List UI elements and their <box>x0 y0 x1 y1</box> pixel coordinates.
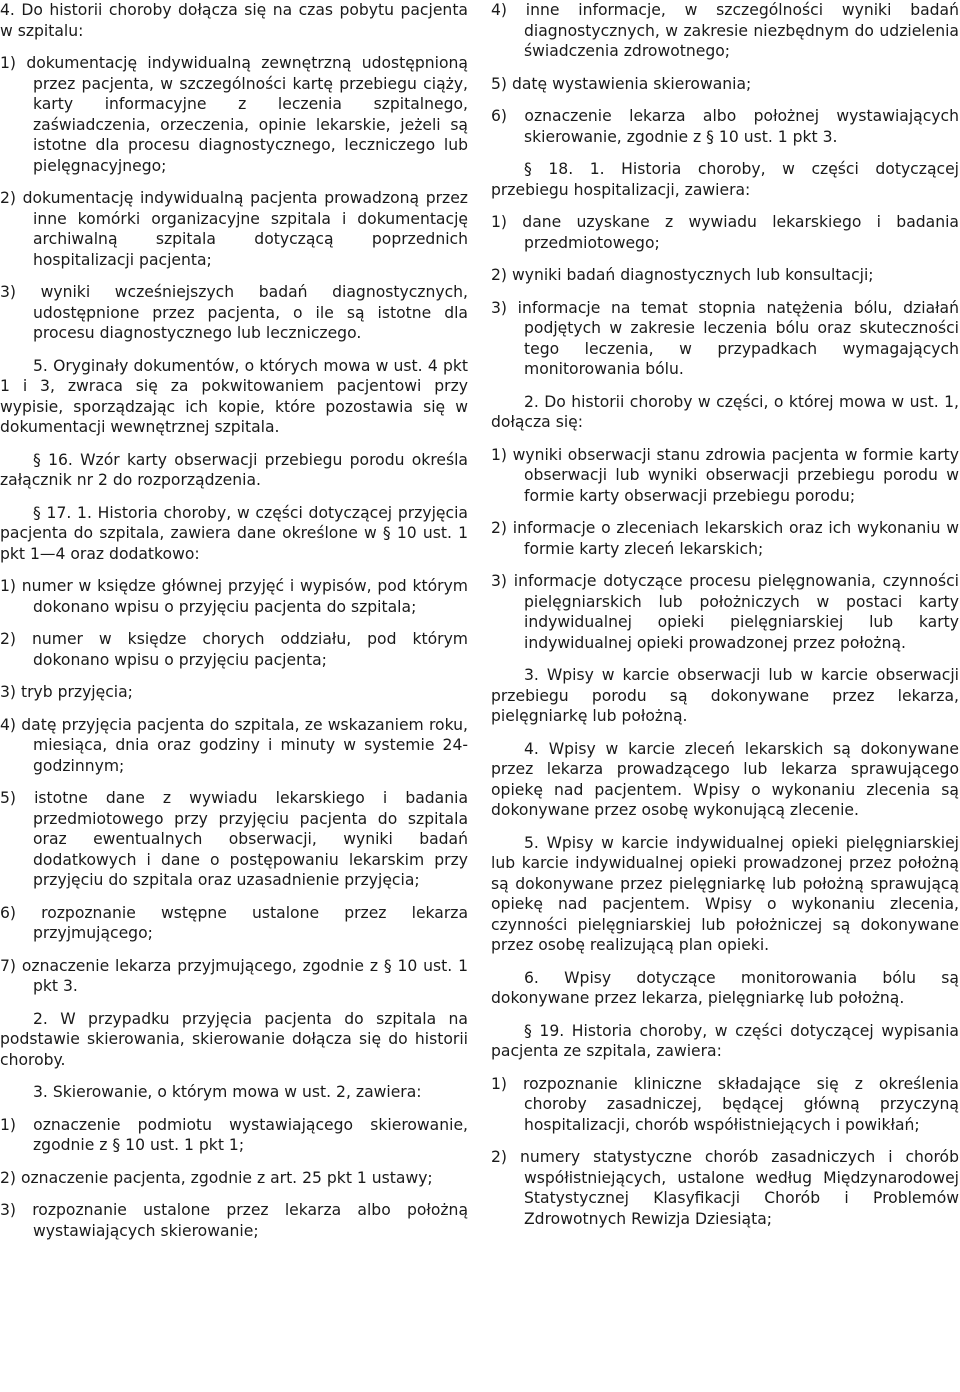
paragraph: 2. Do historii choroby w części, o której mowa w ust. 1, dołącza się: <box>491 392 959 431</box>
list-item: 2) oznaczenie pacjenta, zgodnie z art. 25 pkt 1 ustawy; <box>0 1168 433 1187</box>
list-item: 3) wyniki wcześniejszych badań diagnostycznych, udostępnione przez pacjenta, o ile są istotne dla procesu diagnostycznego lub leczniczego. <box>0 283 468 342</box>
list-item: 2) informacje o zleceniach lekarskich oraz ich wykonaniu w formie karty zleceń lekarskich; <box>491 519 959 558</box>
paragraph: 2. W przypadku przyjęcia pacjenta do szpitala na podstawie skierowania, skierowanie dołącza się do historii choroby. <box>0 1009 468 1069</box>
paragraph: 3. Skierowanie, o którym mowa w ust. 2, zawiera: <box>33 1083 422 1101</box>
paragraph: 3. Wpisy w karcie obserwacji lub w karcie obserwacji przebiegu porodu są dokonywane przez lekarza, pielęgniarkę lub położną. <box>491 666 959 725</box>
section-paragraph: § 19. Historia choroby, w części dotyczącej wypisania pacjenta ze szpitala, zawiera: <box>491 1021 959 1060</box>
list-item: 1) dane uzyskane z wywiadu lekarskiego i badania przedmiotowego; <box>491 213 959 252</box>
list-item: 1) rozpoznanie kliniczne składające się z określenia choroby zasadniczej, będącej główną przyczyną hospitalizacji, chorób współistniejących i powikłań; <box>491 1074 959 1134</box>
list-item: 6) oznaczenie lekarza albo położnej wystawiających skierowanie, zgodnie z § 10 ust. 1 pkt 3. <box>491 107 959 146</box>
list-item: 3) rozpoznanie ustalone przez lekarza albo położną wystawiających skierowanie; <box>0 1201 468 1240</box>
paragraph: 4. Wpisy w karcie zleceń lekarskich są dokonywane przez lekarza prowadzącego lub lekarza sprawującego opiekę nad pacjentem. Wpisy o wykonaniu zlecenia są dokonywane przez osobę wykonującą zlecenie. <box>491 739 959 819</box>
list-item: 4) inne informacje, w szczególności wyniki badań diagnostycznych, w zakresie niezbędnym do udzielenia świadczenia zdrowotnego; <box>491 1 959 60</box>
list-item: 2) numery statystyczne chorób zasadniczych i chorób współistniejących, ustalone według Międzynarodowej Statystycznej Klasyfikacji Chorób i Problemów Zdrowotnych Rewizja Dziesiąta; <box>491 1148 959 1228</box>
paragraph: 6. Wpisy dotyczące monitorowania bólu są dokonywane przez lekarza, pielęgniarkę lub położną. <box>491 968 959 1007</box>
list-item: 1) oznaczenie podmiotu wystawiającego skierowanie, zgodnie z § 10 ust. 1 pkt 1; <box>0 1115 468 1154</box>
list-item: 2) wyniki badań diagnostycznych lub konsultacji; <box>491 266 874 284</box>
section-paragraph: § 17. 1. Historia choroby, w części dotyczącej przyjęcia pacjenta do szpitala, zawiera dane określone w § 10 ust. 1 pkt 1—4 oraz dodatkowo: <box>0 503 468 563</box>
list-item: 4) datę przyjęcia pacjenta do szpitala, ze wskazaniem roku, miesiąca, dnia oraz godziny i minuty w systemie 24-godzinnym; <box>0 715 468 775</box>
list-item: 6) rozpoznanie wstępne ustalone przez lekarza przyjmującego; <box>0 903 468 942</box>
list-item: 3) informacje na temat stopnia natężenia bólu, działań podjętych w zakresie leczenia bólu oraz skuteczności tego leczenia, w przypadkach wymagających monitorowania bólu. <box>491 298 959 378</box>
list-item: 5) datę wystawienia skierowania; <box>491 74 752 93</box>
list-item: 1) dokumentację indywidualną zewnętrzną udostępnioną przez pacjenta, w szczególności kartę przebiegu ciąży, karty informacyjne z leczenia szpitalnego, zaświadczenia, orzeczenia, opinie lekarskie, jeżeli są istotne dla procesu diagnostycznego, leczniczego lub pielęgnacyjnego; <box>0 54 468 175</box>
list-item: 1) wyniki obserwacji stanu zdrowia pacjenta w formie karty obserwacji lub wyniki obserwacji przebiegu porodu w formie karty obserwacji przebiegu porodu; <box>491 445 959 505</box>
list-item: 2) numer w księdze chorych oddziału, pod którym dokonano wpisu o przyjęciu pacjenta; <box>0 630 468 669</box>
list-item: 3) tryb przyjęcia; <box>0 683 133 701</box>
section-paragraph: § 18. 1. Historia choroby, w części dotyczącej przebiegu hospitalizacji, zawiera: <box>491 160 959 199</box>
left-column <box>0 0 468 1253</box>
list-item: 1) numer w księdze głównej przyjęć i wypisów, pod którym dokonano wpisu o przyjęciu pacjenta do szpitala; <box>0 577 468 616</box>
paragraph: 5. Oryginały dokumentów, o których mowa w ust. 4 pkt 1 i 3, zwraca się za pokwitowaniem pacjentowi przy wypisie, sporządzając ich kopie, które pozostawia się w dokumentacji wewnętrznej szpitala. <box>0 356 468 436</box>
list-item: 3) informacje dotyczące procesu pielęgnowania, czynności pielęgniarskich lub położniczych w postaci karty indywidualnej opieki pielęgniarskiej lub karty indywidualnej opieki prowadzonej przez położną. <box>491 572 959 652</box>
paragraph: 5. Wpisy w karcie indywidualnej opieki pielęgniarskiej lub karcie indywidualnej opieki prowadzonej przez położną są dokonywane przez pielęgniarkę lub położną sprawującą opiekę nad pacjentem. Wpisy o wykonaniu zlecenia, czynności pielęgniarskiej lub położniczej są dokonywane przez osobę realizującą plan opieki. <box>491 833 959 954</box>
paragraph: 4. Do historii choroby dołącza się na czas pobytu pacjenta w szpitalu: <box>0 1 468 40</box>
list-item: 2) dokumentację indywidualną pacjenta prowadzoną przez inne komórki organizacyjne szpitala i dokumentację archiwalną szpitala dotyczącą poprzednich hospitalizacji pacjenta; <box>0 189 468 269</box>
list-item: 7) oznaczenie lekarza przyjmującego, zgodnie z § 10 ust. 1 pkt 3. <box>0 956 468 995</box>
section-paragraph: § 16. Wzór karty obserwacji przebiegu porodu określa załącznik nr 2 do rozporządzenia. <box>0 450 468 489</box>
right-column <box>491 0 959 1241</box>
list-item: 5) istotne dane z wywiadu lekarskiego i badania przedmiotowego przy przyjęciu pacjenta do szpitala oraz ewentualnych obserwacji, wyniki badań dodatkowych i dane o postępowaniu lekarskim przy przyjęciu do szpitala oraz uzasadnienie przyjęcia; <box>0 789 468 889</box>
